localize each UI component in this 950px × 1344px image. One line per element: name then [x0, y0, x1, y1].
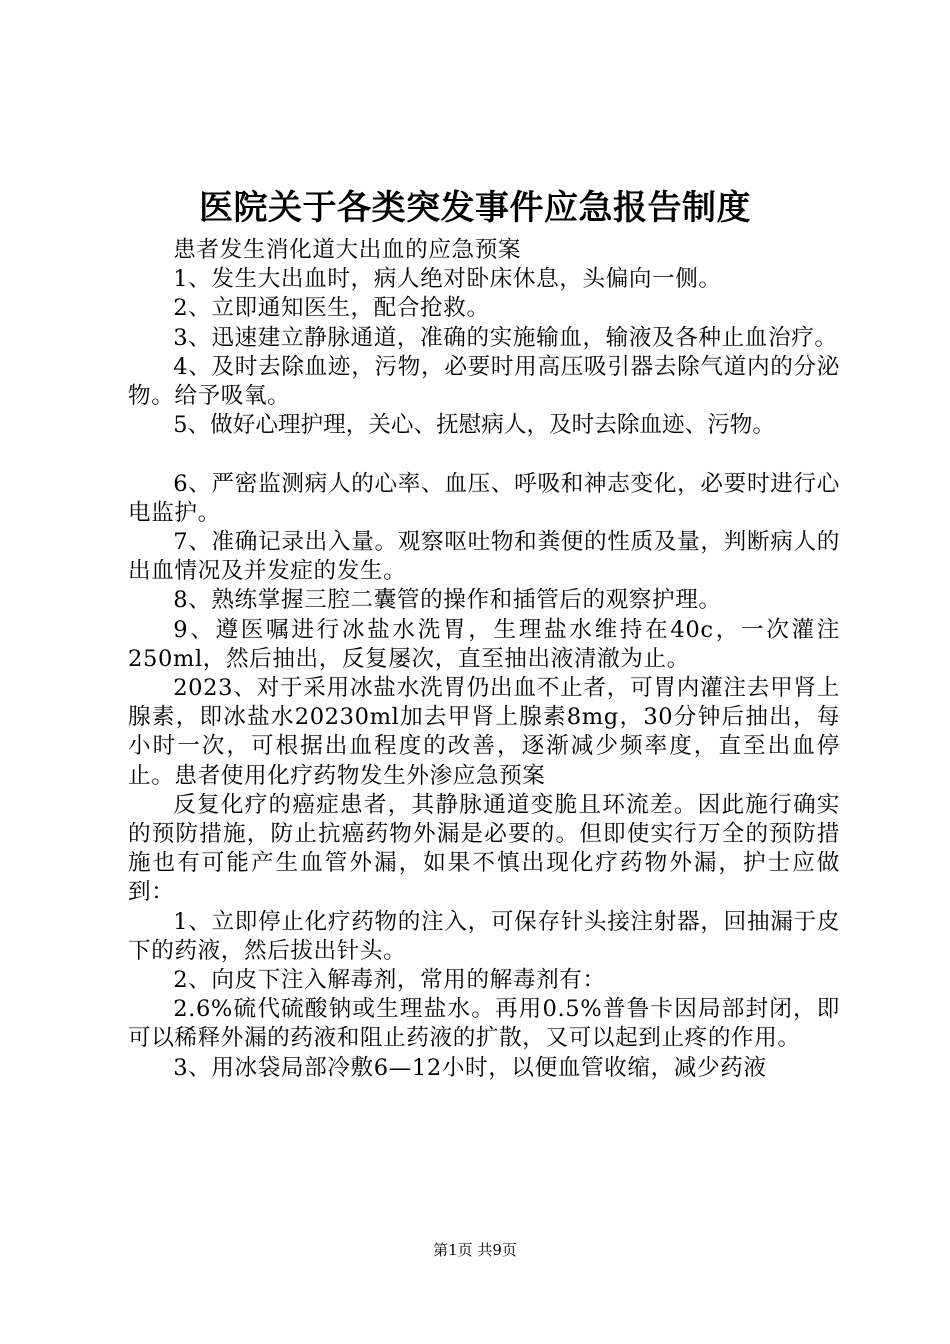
paragraph-step-10: 2023、对于采用冰盐水洗胃仍出血不止者，可胃内灌注去甲肾上腺素，即冰盐水20230ml加去甲肾上腺素8mg，30分钟后抽出，每小时一次，可根据出血程度的改善，逐渐减少频率度，直至出血停止。患者使用化疗药物发生外渗应急预案	[128, 675, 840, 789]
paragraph-chemo-step-1: 1、立即停止化疗药物的注入，可保存针头接注射器，回抽漏于皮下的药液，然后拔出针头。	[128, 908, 840, 964]
document-title: 医院关于各类突发事件应急报告制度	[199, 188, 751, 228]
paragraph-step-6: 6、严密监测病人的心率、血压、呼吸和神志变化，必要时进行心电监护。	[128, 470, 840, 526]
paragraph-step-8: 8、熟练掌握三腔二囊管的操作和插管后的观察护理。	[173, 587, 722, 614]
paragraph-step-9: 9、遵医嘱进行冰盐水洗胃，生理盐水维持在40c，一次灌注250ml，然后抽出，反复屡次，直至抽出液清澈为止。	[128, 616, 840, 672]
paragraph-chemo-step-3: 3、用冰袋局部冷敷6—12小时，以便血管收缩，减少药液	[173, 1054, 767, 1081]
paragraph-step-3: 3、迅速建立静脉通道，准确的实施输血，输液及各种止血治疗。	[173, 324, 838, 351]
paragraph-chemo-step-2: 2、向皮下注入解毒剂，常用的解毒剂有：	[173, 967, 606, 994]
paragraph-step-7: 7、准确记录出入量。观察呕吐物和粪便的性质及量，判断病人的出血情况及并发症的发生。	[128, 529, 840, 585]
paragraph-step-4: 4、及时去除血迹，污物，必要时用高压吸引器去除气道内的分泌物。给予吸氧。	[128, 353, 840, 410]
paragraph-chemo-antidote: 2.6%硫代硫酸钠或生理盐水。再用0.5%普鲁卡因局部封闭，即可以稀释外漏的药液和阻止药液的扩散，又可以起到止疼的作用。	[128, 996, 840, 1052]
paragraph-chemo-intro: 反复化疗的癌症患者，其静脉通道变脆且环流差。因此施行确实的预防措施，防止抗癌药物外漏是必要的。但即使实行万全的预防措施也有可能产生血管外漏，如果不慎出现化疗药物外漏，护士应做到：	[128, 791, 840, 906]
paragraph-step-1: 1、发生大出血时，病人绝对卧床休息，头偏向一侧。	[173, 266, 722, 293]
document-body	[128, 236, 840, 1083]
blank-line	[128, 440, 840, 469]
paragraph-step-5: 5、做好心理护理，关心、抚慰病人，及时去除血迹、污物。	[173, 412, 775, 439]
paragraph-heading-bleeding-plan: 患者发生消化道大出血的应急预案	[173, 237, 522, 263]
paragraph-step-2: 2、立即通知医生，配合抢救。	[173, 295, 490, 322]
page-footer: 第1页 共9页	[433, 1241, 517, 1259]
